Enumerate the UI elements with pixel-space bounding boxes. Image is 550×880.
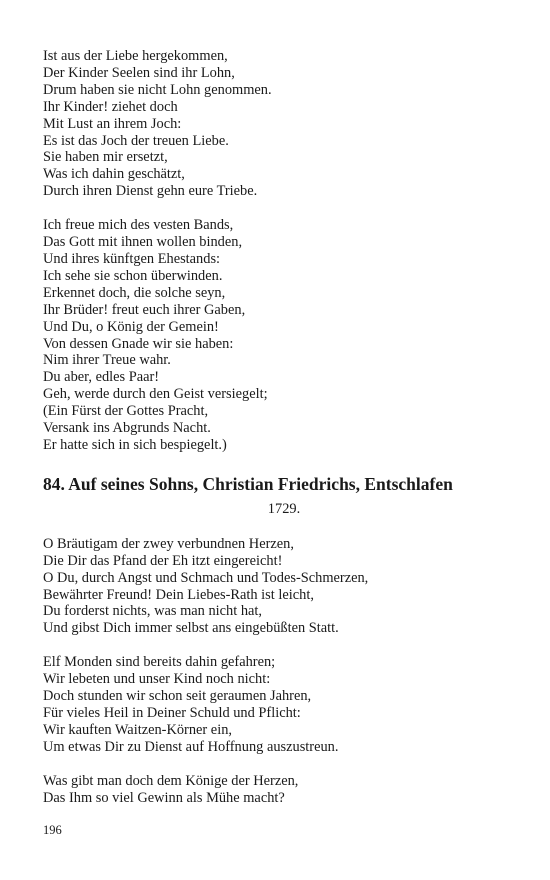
verse-line: Es ist das Joch der treuen Liebe. [43, 132, 229, 149]
verse-line: Und ihres künftgen Ehestands: [43, 250, 221, 267]
stanza [43, 48, 513, 200]
verse-line: Erkennet doch, die solche seyn, [43, 284, 226, 301]
poem-title: 84. Auf seines Sohns, Christian Friedrichs, Entschlafen [43, 473, 453, 494]
verse-line: O Bräutigam der zwey verbundnen Herzen, [43, 535, 294, 552]
verse-line: Doch stunden wir schon seit geraumen Jahren, [43, 688, 312, 705]
verse-line: Du forderst nichts, was man nicht hat, [43, 603, 263, 620]
poem-date: 1729. [267, 500, 301, 517]
stanza [43, 217, 513, 454]
stanza [43, 773, 513, 807]
verse-line: Um etwas Dir zu Dienst auf Hoffnung auszustreun. [43, 738, 339, 755]
verse-line: Ich freue mich des vesten Bands, [43, 217, 234, 234]
verse-line: Elf Monden sind bereits dahin gefahren; [43, 654, 276, 671]
verse-line: Und gibst Dich immer selbst ans eingebüßten Statt. [43, 620, 339, 637]
verse-line: Von dessen Gnade wir sie haben: [43, 335, 234, 352]
verse-line: Was gibt man doch dem Könige der Herzen, [43, 772, 299, 789]
poem-body [43, 536, 513, 807]
verse-line: (Ein Fürst der Gottes Pracht, [43, 403, 209, 420]
verse-line: Bewährter Freund! Dein Liebes-Rath ist leicht, [43, 586, 314, 603]
verse-line: Mit Lust an ihrem Joch: [43, 115, 182, 132]
stanza [43, 536, 513, 637]
page-number: 196 [43, 823, 62, 837]
verse-line: Geh, werde durch den Geist versiegelt; [43, 386, 268, 403]
verse-line: Die Dir das Pfand der Eh itzt eingereicht! [43, 552, 283, 569]
verse-line: Ist aus der Liebe hergekommen, [43, 48, 228, 64]
verse-line: Ihr Kinder! ziehet doch [43, 98, 178, 115]
verse-line: Er hatte sich in sich bespiegelt.) [43, 436, 227, 453]
verse-line: Das Ihm so viel Gewinn als Mühe macht? [43, 789, 285, 806]
verse-line: Wir kauften Waitzen-Körner ein, [43, 721, 232, 738]
verse-line: Ihr Brüder! freut euch ihrer Gaben, [43, 301, 246, 318]
verse-line: Was ich dahin geschätzt, [43, 166, 185, 183]
verse-line: Versank ins Abgrunds Nacht. [43, 420, 211, 437]
poem-continuation [43, 48, 513, 454]
verse-line: Für vieles Heil in Deiner Schuld und Pflicht: [43, 705, 301, 721]
verse-line: Sie haben mir ersetzt, [43, 149, 168, 166]
verse-line: Der Kinder Seelen sind ihr Lohn, [43, 64, 235, 81]
verse-line: Wir lebeten und unser Kind noch nicht: [43, 671, 271, 688]
verse-line: Das Gott mit ihnen wollen binden, [43, 234, 243, 251]
verse-line: Du aber, edles Paar! [43, 369, 160, 386]
verse-line: Nim ihrer Treue wahr. [43, 352, 171, 369]
verse-line: O Du, durch Angst und Schmach und Todes-Schmerzen, [43, 569, 369, 586]
verse-line: Ich sehe sie schon überwinden. [43, 267, 223, 284]
verse-line: Und Du, o König der Gemein! [43, 318, 219, 335]
verse-line: Durch ihren Dienst gehn eure Triebe. [43, 183, 258, 200]
page-body [43, 48, 513, 824]
stanza [43, 654, 513, 755]
verse-line: Drum haben sie nicht Lohn genommen. [43, 81, 272, 98]
